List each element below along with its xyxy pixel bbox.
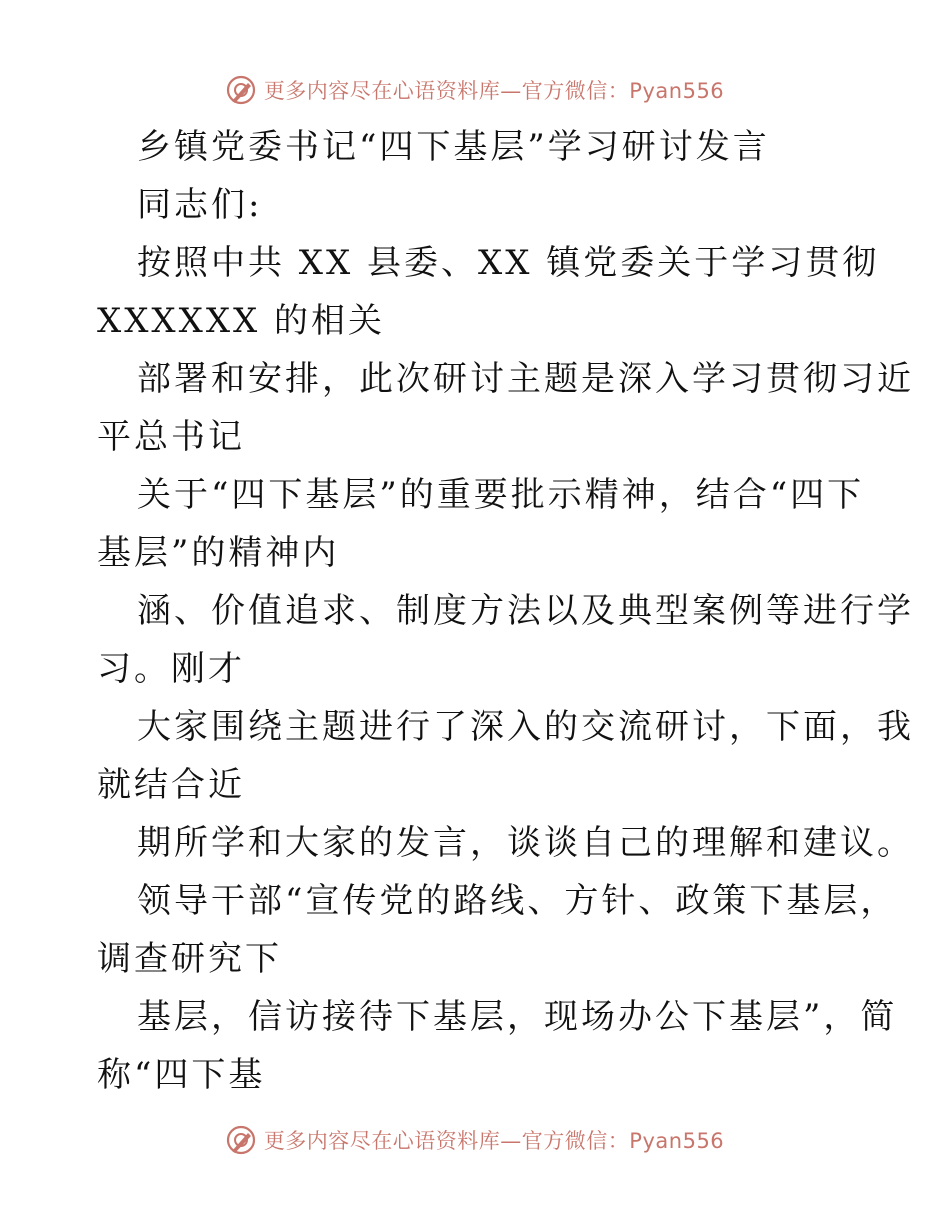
paragraph-line: 称“四下基 xyxy=(97,1055,266,1095)
paragraph-line: 领导干部“宣传党的路线、方针、政策下基层， xyxy=(137,881,898,921)
paragraph-line: 调查研究下 xyxy=(97,939,282,979)
paragraph-line: 大家围绕主题进行了深入的交流研讨，下面，我 xyxy=(137,707,914,747)
paragraph-line: 按照中共 XX 县委、XX 镇党委关于学习贯彻 xyxy=(137,243,880,283)
paragraph-line: 基层，信访接待下基层，现场办公下基层”，简 xyxy=(137,997,898,1037)
footer-watermark xyxy=(0,1118,950,1162)
paragraph-line: 习。刚才 xyxy=(97,649,245,689)
document-body xyxy=(97,118,914,1104)
paragraph-line: XXXXXX 的相关 xyxy=(97,301,386,341)
quill-logo-icon xyxy=(226,75,256,105)
document-title: 乡镇党委书记“四下基层”学习研讨发言 xyxy=(137,127,770,167)
quill-logo-icon xyxy=(226,1125,256,1155)
watermark-text: 更多内容尽在心语资料库—官方微信：Pyan556 xyxy=(263,1129,725,1153)
paragraph-line: 平总书记 xyxy=(97,417,245,457)
paragraph-line: 部署和安排，此次研讨主题是深入学习贯彻习近 xyxy=(137,359,914,399)
watermark-text: 更多内容尽在心语资料库—官方微信：Pyan556 xyxy=(263,79,725,103)
header-watermark xyxy=(0,68,950,112)
paragraph-line: 关于“四下基层”的重要批示精神，结合“四下 xyxy=(137,475,865,515)
paragraph-line: 期所学和大家的发言，谈谈自己的理解和建议。 xyxy=(137,823,914,863)
paragraph-line: 基层”的精神内 xyxy=(97,533,340,573)
salutation: 同志们: xyxy=(137,185,263,225)
paragraph-line: 涵、价值追求、制度方法以及典型案例等进行学 xyxy=(137,591,914,631)
paragraph-line: 就结合近 xyxy=(97,765,245,805)
